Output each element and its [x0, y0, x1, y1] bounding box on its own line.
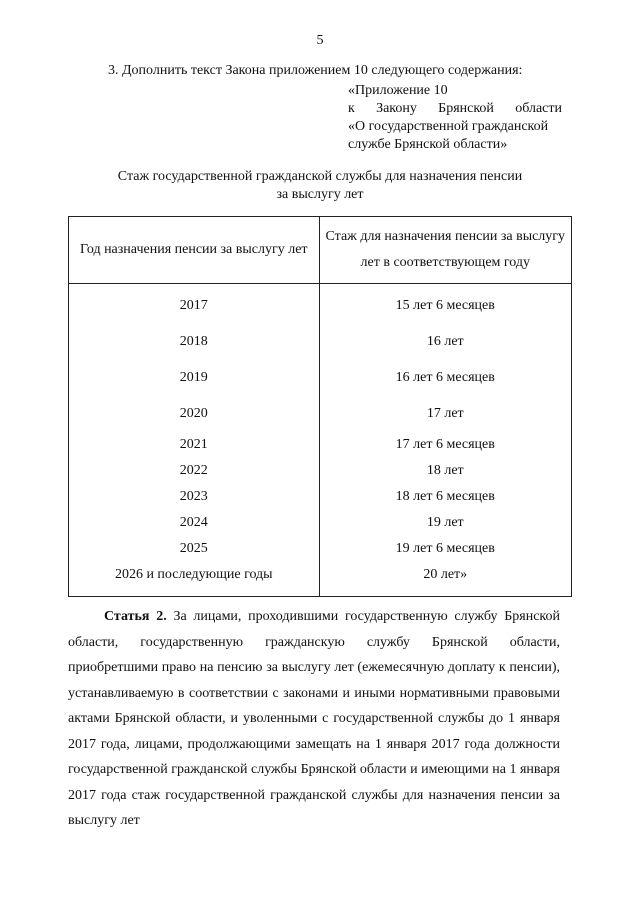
row-year: 2019: [69, 360, 320, 396]
row-year: 2021: [69, 432, 320, 458]
row-service-length: 17 лет 6 месяцев: [319, 432, 571, 458]
table-row: [69, 360, 572, 396]
row-service-length: 20 лет»: [319, 562, 571, 597]
table-row: [69, 432, 572, 458]
appendix-title: «Приложение 10: [348, 83, 448, 98]
appendix-reference: [348, 82, 562, 154]
table-row: [69, 284, 572, 325]
article-2: [68, 604, 560, 834]
row-year: 2022: [69, 458, 320, 484]
table-row: [69, 536, 572, 562]
row-year: 2020: [69, 396, 320, 432]
table-title-line-2: за выслугу лет: [276, 187, 364, 202]
table-title: [0, 168, 640, 204]
article-title: Статья 2.: [104, 609, 167, 624]
appendix-law-ref: к Закону Брянской области: [348, 101, 562, 116]
table-row: [69, 510, 572, 536]
appendix-law-name-2: службе Брянской области»: [348, 137, 508, 152]
amendment-intro: 3. Дополнить текст Закона приложением 10 следующего содержания:: [108, 63, 523, 78]
table-row: [69, 458, 572, 484]
row-year: 2018: [69, 324, 320, 360]
row-service-length: 18 лет: [319, 458, 571, 484]
header-service-length: Стаж для назначения пенсии за выслугу лет в соответствующем году: [319, 217, 571, 284]
table-row: [69, 324, 572, 360]
service-length-table: [68, 216, 572, 597]
table-row: [69, 562, 572, 597]
row-service-length: 15 лет 6 месяцев: [319, 284, 571, 325]
row-service-length: 16 лет: [319, 324, 571, 360]
row-service-length: 18 лет 6 месяцев: [319, 484, 571, 510]
page-number: 5: [316, 33, 324, 48]
row-service-length: 17 лет: [319, 396, 571, 432]
row-service-length: 16 лет 6 месяцев: [319, 360, 571, 396]
article-text: За лицами, проходившими государственную службу Брянской области, государственную гражданскую службу Брянской области, приобретшими право на пенсию за выслугу лет (ежемесячную доплату к пенсии), устанавливаемую в соответствии с законами и иными нормативными правовыми актами Брянской области, и уволенными с государственной службы до 1 января 2017 года, лицами, продолжающими замещать на 1 января 2017 года должности государственной гражданской службы Брянской области и имеющими на 1 января 2017 года стаж государственной гражданской службы для назначения пенсии за выслугу лет: [68, 609, 561, 828]
table-header-row: [69, 217, 572, 284]
row-year: 2025: [69, 536, 320, 562]
table-row: [69, 484, 572, 510]
header-year: Год назначения пенсии за выслугу лет: [69, 217, 320, 284]
appendix-law-name-1: «О государственной гражданской: [348, 119, 549, 134]
table-title-line-1: Стаж государственной гражданской службы для назначения пенсии: [117, 169, 523, 184]
row-service-length: 19 лет 6 месяцев: [319, 536, 571, 562]
row-service-length: 19 лет: [319, 510, 571, 536]
article-paragraph: [68, 604, 560, 834]
row-year: 2024: [69, 510, 320, 536]
row-year: 2023: [69, 484, 320, 510]
row-year: 2017: [69, 284, 320, 325]
table-row: [69, 396, 572, 432]
row-year: 2026 и последующие годы: [69, 562, 320, 597]
